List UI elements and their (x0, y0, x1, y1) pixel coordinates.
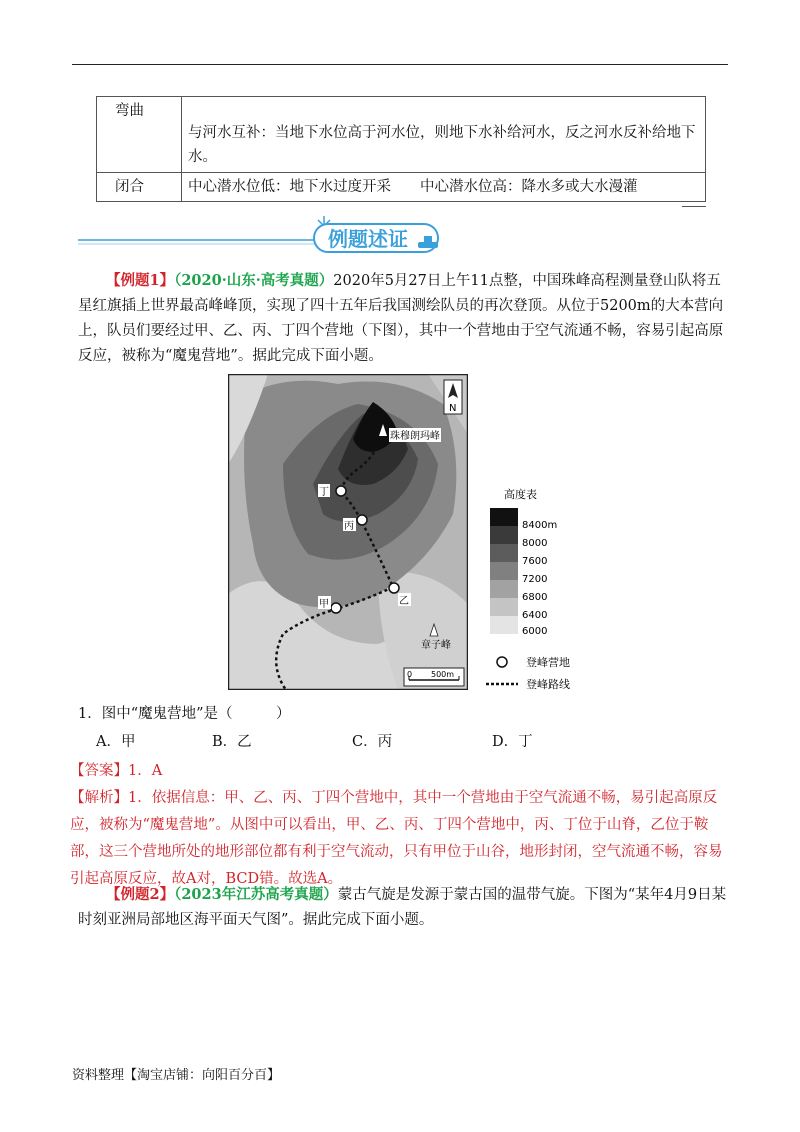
camp-legend-label: 登峰营地 (526, 656, 570, 669)
row-label: 闭合 (97, 173, 182, 202)
row-text: 中心潜水位低：地下水过度开采 中心潜水位高：降水多或大水漫灌 (182, 173, 706, 202)
camp-jia (331, 603, 341, 613)
legend-level: 6800 (522, 592, 548, 603)
example1-source: （2020·山东·高考真题） (174, 272, 334, 289)
table-closing-line (682, 206, 706, 207)
header-rule (72, 64, 728, 65)
option-b: B．乙 (212, 734, 252, 750)
example2-paragraph (78, 882, 728, 933)
example1-tag: 【例题1】 (106, 272, 175, 289)
north-label: N (449, 403, 457, 414)
option-d: D．丁 (492, 734, 533, 750)
footer-text: 资料整理【淘宝店铺：向阳百分百】 (72, 1068, 281, 1083)
groundwater-table (96, 96, 706, 202)
row-label: 弯曲 (97, 97, 182, 173)
answer-value: 1．A (128, 763, 163, 779)
camp-legend-icon (497, 657, 507, 667)
example2-source: （2023年江苏高考真题） (174, 886, 338, 903)
row-text: 与河水互补：当地下水位高于河水位，则地下水补给河水，反之河水反补给地下水。 (182, 97, 706, 173)
camp-yi-label: 乙 (399, 596, 409, 607)
banner-title: 例题述证 (328, 227, 408, 251)
table-row (97, 173, 706, 202)
example2-tag: 【例题2】 (106, 886, 175, 903)
everest-map (228, 374, 468, 690)
scale-zero: 0 (407, 670, 413, 679)
peak-label: 珠穆朗玛峰 (390, 431, 440, 442)
legend-level: 7600 (522, 556, 548, 567)
answer-line (70, 758, 730, 785)
scale-distance: 500m (431, 670, 455, 679)
example1-paragraph (78, 268, 728, 369)
analysis-label: 【解析】 (70, 790, 128, 806)
answer-label: 【答案】 (70, 763, 128, 779)
question-stem: 1．图中“魔鬼营地”是（ ） (78, 706, 291, 722)
legend-level: 8000 (522, 538, 548, 549)
legend-level: 6400 (522, 610, 548, 621)
legend-level: 6000 (522, 626, 548, 637)
legend-title: 高度表 (504, 488, 537, 501)
camp-jia-label: 甲 (319, 599, 329, 610)
option-a: A．甲 (96, 734, 136, 750)
route-legend-label: 登峰路线 (526, 678, 570, 691)
elevation-legend (486, 486, 596, 692)
camp-bing-label: 丙 (344, 521, 354, 532)
option-c: C．丙 (352, 734, 393, 750)
example2-text: 蒙古气旋是发源于蒙古国的温带气旋。下图为“某年4月9日某时刻亚洲局部地区海平面天气图”。据此完成下面小题。 (78, 887, 727, 928)
answer-block (70, 758, 730, 893)
camp-ding-label: 丁 (319, 487, 329, 498)
peak2-label: 章子峰 (421, 640, 451, 651)
table-row (97, 97, 706, 173)
analysis-text: 【解析】1．依据信息：甲、乙、丙、丁四个营地中，其中一个营地由于空气流通不畅，易引起高原反应，被称为“魔鬼营地”。从图中可以看出，甲、乙、丙、丁四个营地中，丙、丁位于山脊，乙位于鞍部，这三个营地所处的地形部位都有利于空气流动，只有甲位于山谷，地形封闭，空气流通不畅，容易引起高原反应，故A对，BCD错。故选A。 (70, 790, 723, 887)
camp-ding (336, 486, 346, 496)
legend-level: 7200 (522, 574, 548, 585)
camp-bing (357, 515, 367, 525)
legend-level: 8400m (522, 520, 558, 531)
camp-yi (389, 583, 399, 593)
section-banner (78, 210, 458, 256)
example1-text: 2020年5月27日上午11点整，中国珠峰高程测量登山队将五星红旗插上世界最高峰峰顶，实现了四十五年后我国测绘队员的再次登顶。从位于5200m的大本营向上，队员们要经过甲、乙、丙、丁四个营地（下图），其中一个营地由于空气流通不畅，容易引起高原反应，被称为“魔鬼营地”。据此完成下面小题。 (78, 273, 724, 364)
